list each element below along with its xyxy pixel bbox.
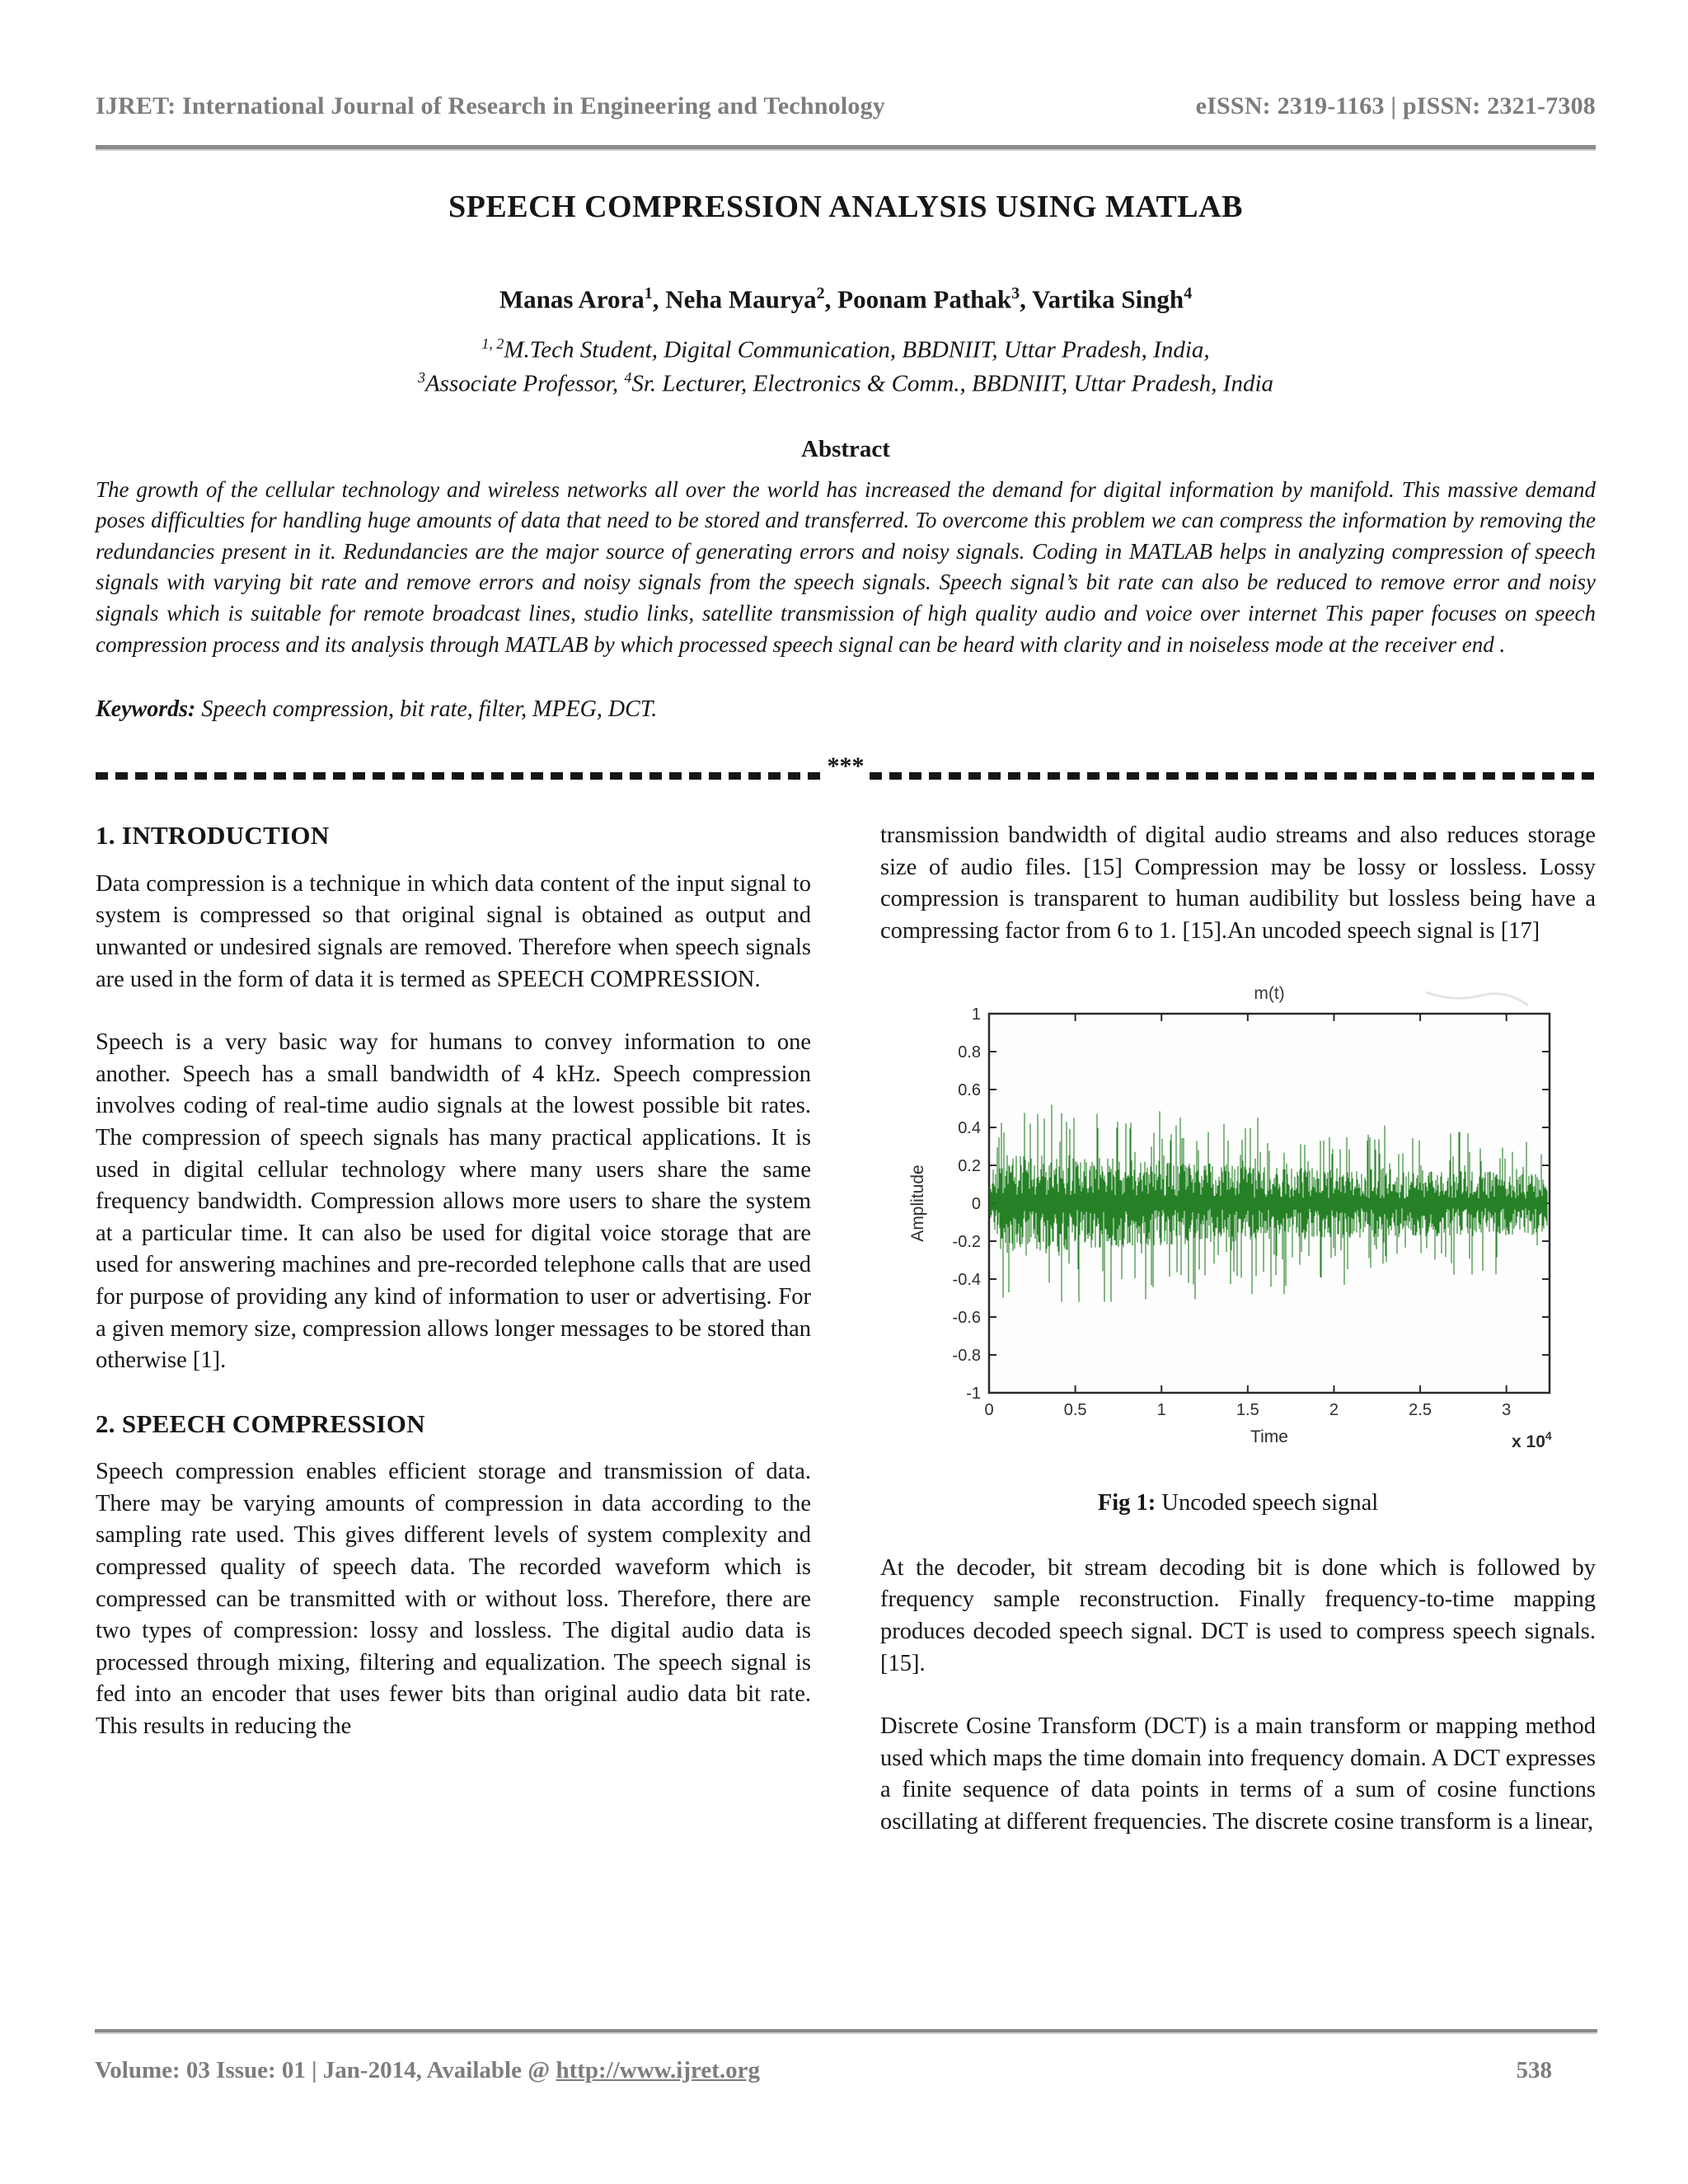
speech-compression-paragraph: Speech compression enables efficient storage and transmission of data. There may be varying amounts of compression in data according to the sampling rate used. This gives different levels of system complexity and compressed quality of speech data. The recorded waveform which is compressed can be transmitted with or without loss. Therefore, there are two types of compression: lossy and lossless. The digital audio data is processed through mixing, filtering and equalization. The speech signal is fed into an encoder that uses fewer bits than original audio data bit rate. This results in reducing the bbox=[96, 1459, 811, 1740]
header-divider bbox=[96, 145, 1596, 151]
right-paragraph-2: At the decoder, bit stream decoding bit is done which is followed by frequency sample reconstruction. Finally frequency-to-time mapping produces decoded speech signal. DCT is used to compress speech signals. [15]. bbox=[880, 1554, 1596, 1676]
intro-paragraph-1: Data compression is a technique in which data content of the input signal to system is compressed so that original signal is obtained as output and unwanted or undesired signals are removed. Therefore when speech signals are used in the form of data it is termed as SPEECH COMPRESSION. bbox=[96, 870, 811, 992]
footer-volume-line bbox=[95, 2057, 760, 2084]
left-column bbox=[96, 820, 811, 1869]
scan-watermark bbox=[1426, 992, 1528, 1005]
issn-text: eISSN: 2319-1163 | pISSN: 2321-7308 bbox=[1195, 92, 1596, 120]
page-number: 538 bbox=[1516, 2057, 1552, 2083]
right-column bbox=[880, 820, 1596, 1869]
right-paragraph-3: Discrete Cosine Transform (DCT) is a main transform or mapping method used which maps the time domain into frequency domain. A DCT expresses a finite sequence of data points in terms of a sum of cosine functions oscillating at different frequencies. The discrete cosine transform is a linear, bbox=[880, 1713, 1596, 1835]
y-tick-label: -0.2 bbox=[952, 1232, 981, 1251]
x-axis-label: Time bbox=[1250, 1427, 1288, 1446]
page-footer bbox=[95, 2029, 1597, 2084]
figure-1-caption: Fig 1: Uncoded speech signal bbox=[1097, 1490, 1379, 1516]
abstract-heading: Abstract bbox=[801, 435, 890, 462]
y-tick-label: 0.2 bbox=[958, 1156, 981, 1175]
x-scale-label: x $10^4$ bbox=[1512, 1428, 1552, 1451]
footer-volume-text: Volume: 03 Issue: 01 | Jan-2014, Available @ bbox=[95, 2057, 556, 2083]
footer-url-link[interactable]: http://www.ijret.org bbox=[556, 2057, 760, 2083]
y-tick-label: 1 bbox=[971, 1005, 981, 1024]
x-tick-label: 3 bbox=[1502, 1400, 1512, 1419]
separator-dashes-left bbox=[96, 772, 823, 780]
x-tick-label: 0.5 bbox=[1063, 1400, 1087, 1419]
x-tick-label: 1 bbox=[1156, 1400, 1166, 1419]
figure-1-uncoded-speech-signal bbox=[880, 979, 1596, 1474]
heading-speech-compression: 2. SPEECH COMPRESSION bbox=[96, 1408, 425, 1438]
journal-name: IJRET: International Journal of Research in Engineering and Technology bbox=[96, 92, 886, 120]
heading-introduction: 1. INTRODUCTION bbox=[96, 821, 330, 851]
y-tick-label: -0.8 bbox=[952, 1346, 981, 1365]
y-tick-label: -0.4 bbox=[952, 1270, 981, 1289]
y-tick-label: -1 bbox=[966, 1384, 981, 1403]
separator-dashes-right bbox=[870, 772, 1597, 780]
separator-stars: *** bbox=[827, 752, 865, 780]
two-column-body bbox=[96, 820, 1596, 1869]
page-header bbox=[96, 92, 1596, 120]
x-tick-label: 0 bbox=[984, 1400, 994, 1419]
y-tick-label: 0.8 bbox=[958, 1043, 981, 1062]
y-tick-label: 0 bbox=[971, 1194, 981, 1213]
y-tick-label: -0.6 bbox=[952, 1308, 981, 1327]
keywords-line: Keywords: Speech compression, bit rate, filter, MPEG, DCT. bbox=[96, 696, 658, 723]
paper-title: SPEECH COMPRESSION ANALYSIS USING MATLAB bbox=[448, 190, 1243, 224]
uncoded-speech-signal-plot bbox=[905, 979, 1571, 1464]
y-tick-label: 0.6 bbox=[958, 1080, 981, 1099]
authors-line: Manas Arora$^1$, Neha Maurya$^2$, Poonam Pathak$^3$, Vartika Singh$^4$ bbox=[499, 284, 1193, 314]
footer-divider bbox=[95, 2029, 1597, 2034]
affiliation-line-1: $^{1, 2}$M.Tech Student, Digital Communication, BBDNIIT, Uttar Pradesh, India, bbox=[481, 335, 1210, 363]
x-tick-label: 2.5 bbox=[1409, 1400, 1432, 1419]
y-tick-label: 0.4 bbox=[958, 1118, 981, 1137]
intro-paragraph-2: Speech is a very basic way for humans to convey information to one another. Speech has a small bandwidth of 4 kHz. Speech compression involves coding of real-time audio signals at the lowest possible bit rates. The compression of speech signals has many practical applications. It is used in digital cellular technology where many users share the same frequency bandwidth. Compression allows more users to share the system at a particular time. It can also be used for digital voice storage that are used for answering machines and pre-recorded telephone calls that are used for purpose of providing any kind of information to user or advertising. For a given memory size, compression allows longer messages to be stored than otherwise [1]. bbox=[96, 1029, 811, 1374]
x-tick-label: 1.5 bbox=[1236, 1400, 1259, 1419]
affiliation-line-2: $^3$Associate Professor, $^4$Sr. Lecturer, Electronics & Comm., BBDNIIT, Uttar Pradesh, India bbox=[417, 368, 1274, 397]
section-separator bbox=[96, 752, 1596, 784]
y-axis-label: Amplitude bbox=[908, 1164, 927, 1242]
right-paragraph-1: transmission bandwidth of digital audio streams and also reduces storage size of audio files. [15] Compression may be lossy or lossless. Lossy compression is transparent to human audibility but lossless being have a compressing factor from 6 to 1. [15].An uncoded speech signal is [17] bbox=[880, 823, 1596, 944]
x-tick-label: 2 bbox=[1329, 1400, 1339, 1419]
abstract-text: The growth of the cellular technology and wireless networks all over the world has increased the demand for digital information by manifold. This massive demand poses difficulties for handling huge amounts of data that need to be stored and transferred. To overcome this problem we can compress the information by removing the redundancies present in it. Redundancies are the major source of generating errors and noisy signals. Coding in MATLAB helps in analyzing compression of speech signals with varying bit rate and remove errors and noisy signals from the speech signals. Speech signal’s bit rate can also be reduced to remove error and noisy signals which is suitable for remote broadcast lines, studio links, satellite transmission of high quality audio and voice over internet This paper focuses on speech compression process and its analysis through MATLAB by which processed speech signal can be heard with clarity and in noiseless mode at the receiver end . bbox=[96, 476, 1596, 657]
plot-title: m(t) bbox=[1254, 983, 1285, 1003]
